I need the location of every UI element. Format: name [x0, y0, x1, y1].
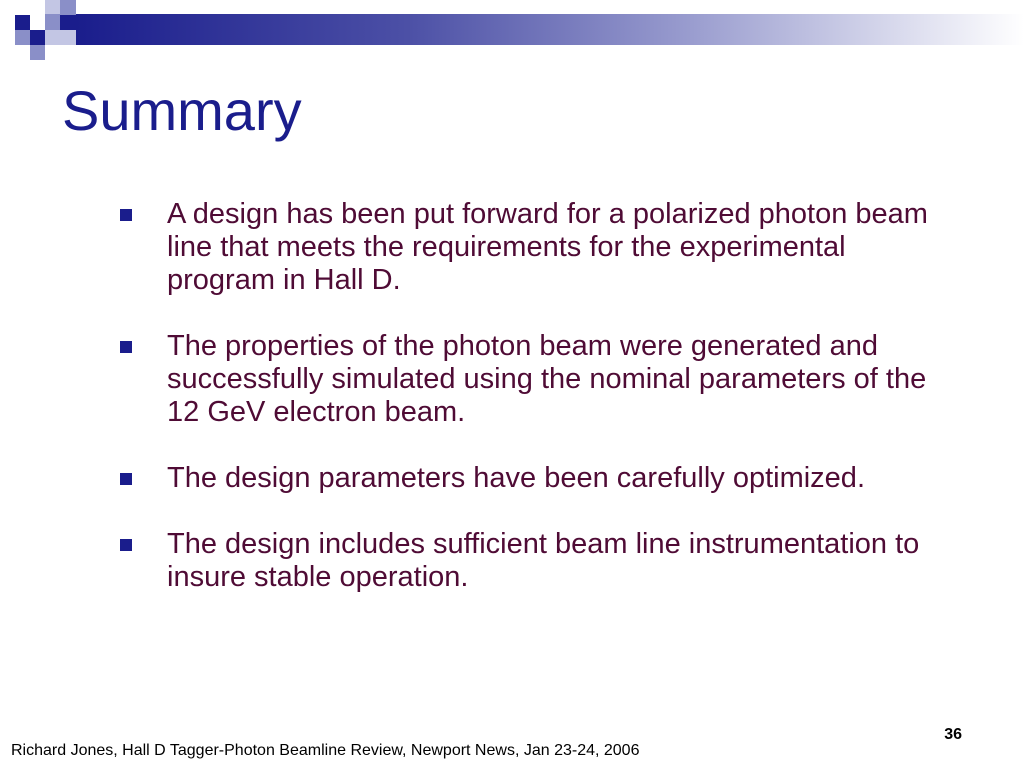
bullet-list — [118, 198, 958, 627]
header-gradient-bar — [76, 14, 1024, 45]
bullet-text: The design includes sufficient beam line instrumentation to insure stable operation. — [167, 528, 920, 593]
bullet-item — [118, 330, 958, 429]
bullet-item — [118, 528, 958, 594]
header-decor-square — [45, 30, 60, 45]
square-bullet-icon — [120, 473, 132, 485]
bullet-text: The design parameters have been carefully optimized. — [167, 462, 865, 494]
square-bullet-icon — [120, 341, 132, 353]
bullet-item — [118, 462, 958, 495]
header-decor-square — [45, 14, 60, 30]
bullet-text: A design has been put forward for a polarized photon beam line that meets the requirements for the experimental program in Hall D. — [167, 198, 928, 296]
bullet-item — [118, 198, 958, 297]
square-bullet-icon — [120, 539, 132, 551]
page-number: 36 — [944, 726, 962, 743]
bullet-text: The properties of the photon beam were generated and successfully simulated using the nominal parameters of the 12 GeV electron beam. — [167, 330, 927, 428]
header-decor-square — [15, 30, 30, 45]
header-decor-square — [60, 15, 76, 30]
square-bullet-icon — [120, 209, 132, 221]
slide-title: Summary — [62, 79, 302, 142]
footer-text: Richard Jones, Hall D Tagger-Photon Beamline Review, Newport News, Jan 23-24, 2006 — [11, 742, 640, 759]
header-decor-square — [30, 45, 45, 60]
header-decor-square — [60, 30, 76, 45]
header-decor-square — [15, 15, 30, 30]
header-decor-square — [30, 30, 45, 45]
header-decor-square — [60, 0, 76, 15]
header-decor-square — [45, 0, 60, 15]
